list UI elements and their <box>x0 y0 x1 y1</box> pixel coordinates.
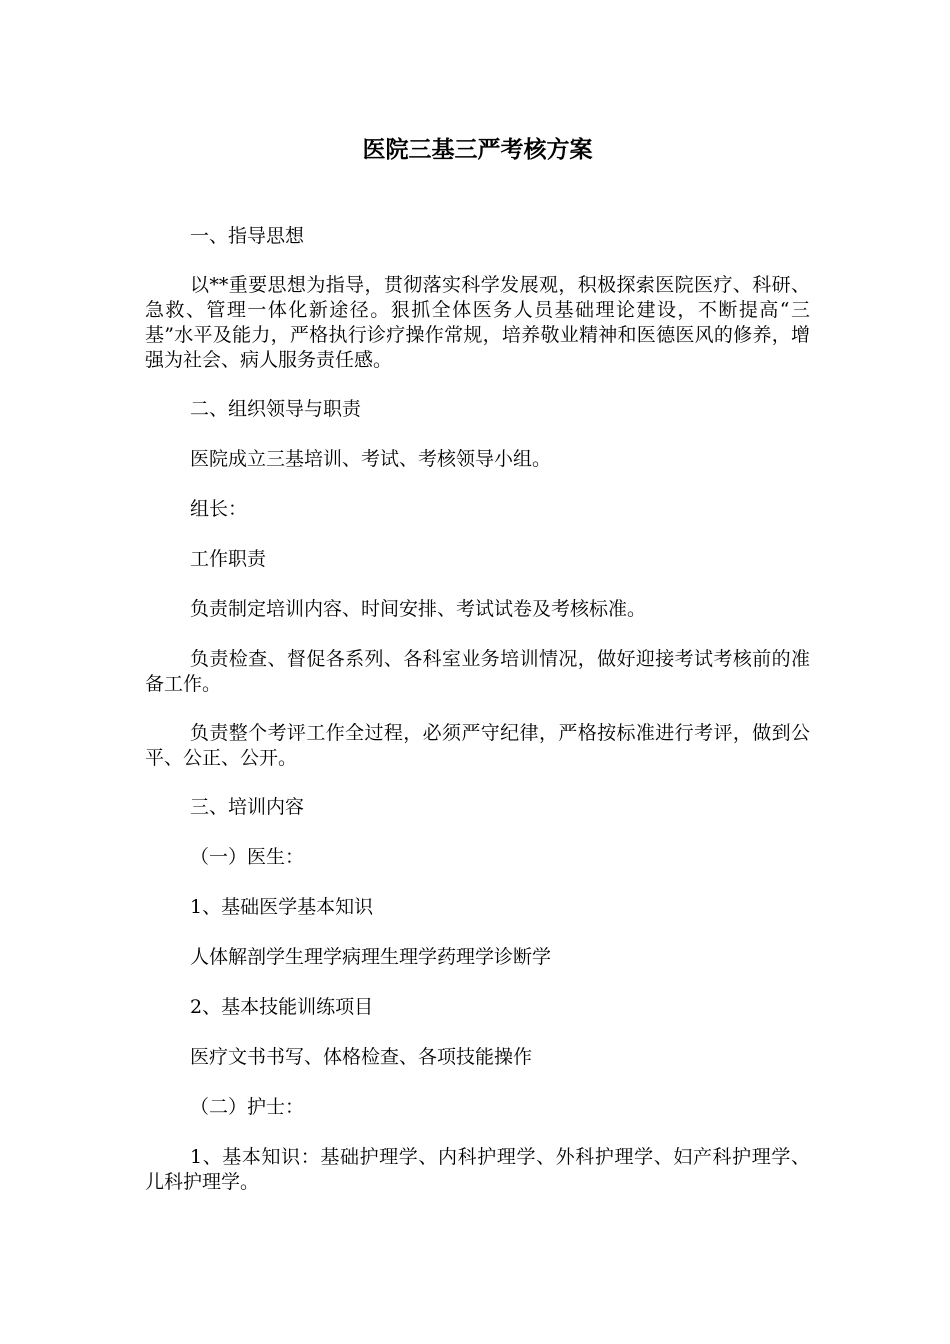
item-nursing-basic-knowledge: 1、基本知识：基础护理学、内科护理学、外科护理学、妇产科护理学、儿科护理学。 <box>145 1146 810 1193</box>
paragraph-guiding-ideology: 以**重要思想为指导，贯彻落实科学发展观，积极探索医院医疗、科研、急救、管理一体化新途径。狠抓全体医务人员基础理论建设，不断提高“三基”水平及能力，严格执行诊疗操作常规，培养敬业精神和医德医风的修养，增强为社会、病人服务责任感。 <box>145 274 810 371</box>
paragraph-medical-subjects: 人体解剖学生理学病理生理学药理学诊断学 <box>190 946 552 968</box>
paragraph-leading-group: 医院成立三基培训、考试、考核领导小组。 <box>190 448 552 470</box>
paragraph-duty-2: 负责检查、督促各系列、各科室业务培训情况，做好迎接考试考核前的准备工作。 <box>145 648 810 695</box>
paragraph-duty-1: 负责制定培训内容、时间安排、考试试卷及考核标准。 <box>190 598 647 620</box>
item-basic-skill-training: 2、基本技能训练项目 <box>190 996 374 1018</box>
item-basic-medical-knowledge: 1、基础医学基本知识 <box>190 896 374 918</box>
paragraph-duty-3: 负责整个考评工作全过程，必须严守纪律，严格按标准进行考评，做到公平、公正、公开。 <box>145 722 810 769</box>
paragraph-duties-heading: 工作职责 <box>190 548 267 570</box>
heading-organization: 二、组织领导与职责 <box>190 398 362 420</box>
paragraph-skill-items: 医疗文书书写、体格检查、各项技能操作 <box>190 1046 533 1068</box>
subheading-nurses: （二）护士： <box>190 1096 305 1118</box>
heading-guiding-ideology: 一、指导思想 <box>190 225 305 247</box>
paragraph-group-leader: 组长： <box>190 498 248 520</box>
document-title: 医院三基三严考核方案 <box>362 136 593 163</box>
heading-training-content: 三、培训内容 <box>190 796 305 818</box>
subheading-doctors: （一）医生： <box>190 846 305 868</box>
